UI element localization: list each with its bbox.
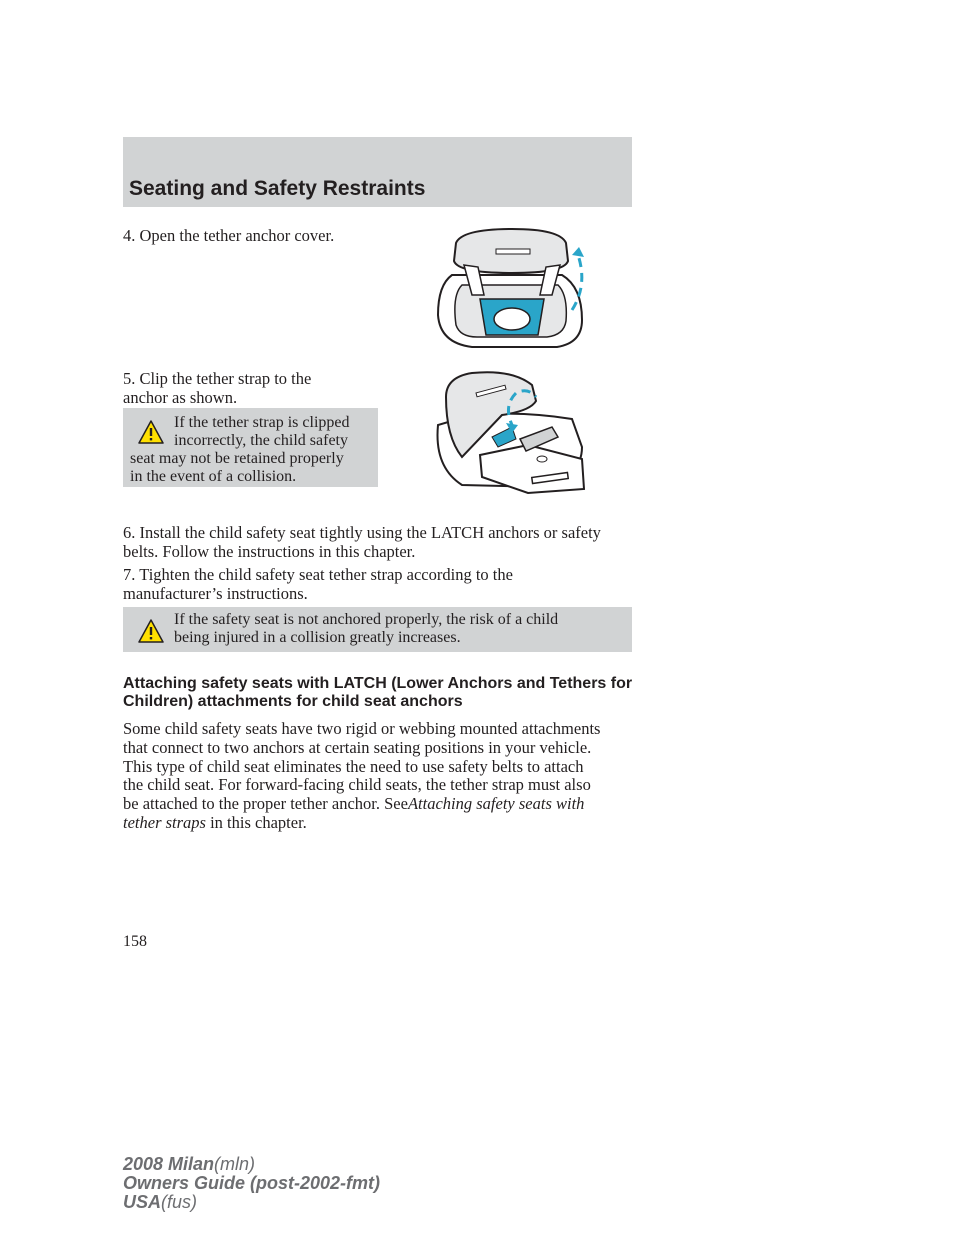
warning-triangle-icon — [138, 619, 164, 643]
tether-anchor-cover-illustration — [432, 225, 592, 353]
warning-2-line-2: being injured in a collision greatly increases. — [174, 629, 461, 646]
footer-model-code: (mln) — [214, 1154, 256, 1174]
document-footer — [123, 1155, 380, 1212]
warning-1-line-1: If the tether strap is clipped — [174, 414, 350, 431]
body-line-5-text: be attached to the proper tether anchor. See — [123, 794, 408, 814]
step-5-line-2: anchor as shown. — [123, 388, 238, 407]
step-6-line-2: belts. Follow the instructions in this chapter. — [123, 542, 416, 561]
warning-1-line-3: seat may not be retained properly — [130, 450, 344, 467]
step-6-line-1: 6. Install the child safety seat tightly using the LATCH anchors or safety — [123, 523, 601, 542]
body-line-6 — [123, 814, 600, 833]
warning-triangle-icon — [138, 420, 164, 444]
section-heading — [123, 675, 632, 711]
section-heading-line-1: Attaching safety seats with LATCH (Lower Anchors and Tethers for — [123, 675, 633, 692]
warning-1-line-2: incorrectly, the child safety — [174, 432, 348, 449]
body-line-1: Some child safety seats have two rigid or webbing mounted attachments — [123, 719, 601, 738]
body-line-5 — [123, 795, 600, 814]
footer-model: 2008 Milan — [123, 1154, 215, 1174]
step-4: 4. Open the tether anchor cover. — [123, 226, 335, 245]
body-line-2: that connect to two anchors at certain seating positions in your vehicle. — [123, 737, 592, 757]
step-7-line-1: 7. Tighten the child safety seat tether strap according to the — [123, 565, 513, 584]
chapter-title: Seating and Safety Restraints — [129, 177, 426, 200]
chapter-header — [123, 137, 632, 207]
section-body — [123, 720, 600, 833]
warning-1-line-4: in the event of a collision. — [130, 468, 297, 485]
warning-2-line-1: If the safety seat is not anchored properly, the risk of a child — [174, 611, 559, 628]
page-number: 158 — [123, 933, 147, 950]
cross-reference-link-continued[interactable]: tether straps — [123, 812, 206, 832]
step-7-line-2: manufacturer’s instructions. — [123, 584, 308, 603]
footer-region: USA — [123, 1192, 162, 1212]
warning-box-2 — [123, 607, 632, 652]
footer-guide: Owners Guide (post-2002-fmt) — [123, 1173, 381, 1193]
warning-box-1 — [123, 408, 378, 487]
cross-reference-link[interactable]: Attaching safety seats with — [407, 794, 585, 814]
footer-region-code: (fus) — [161, 1192, 198, 1212]
step-5-line-1: 5. Clip the tether strap to the — [123, 369, 312, 388]
body-line-6-text: in this chapter. — [210, 812, 307, 832]
section-heading-line-2: Children) attachments for child seat anchors — [123, 693, 463, 710]
body-line-4: the child seat. For forward-facing child seats, the tether strap must also — [123, 775, 591, 795]
tether-strap-clip-illustration — [432, 367, 592, 502]
body-line-3: This type of child seat eliminates the need to use safety belts to attach — [123, 756, 584, 776]
